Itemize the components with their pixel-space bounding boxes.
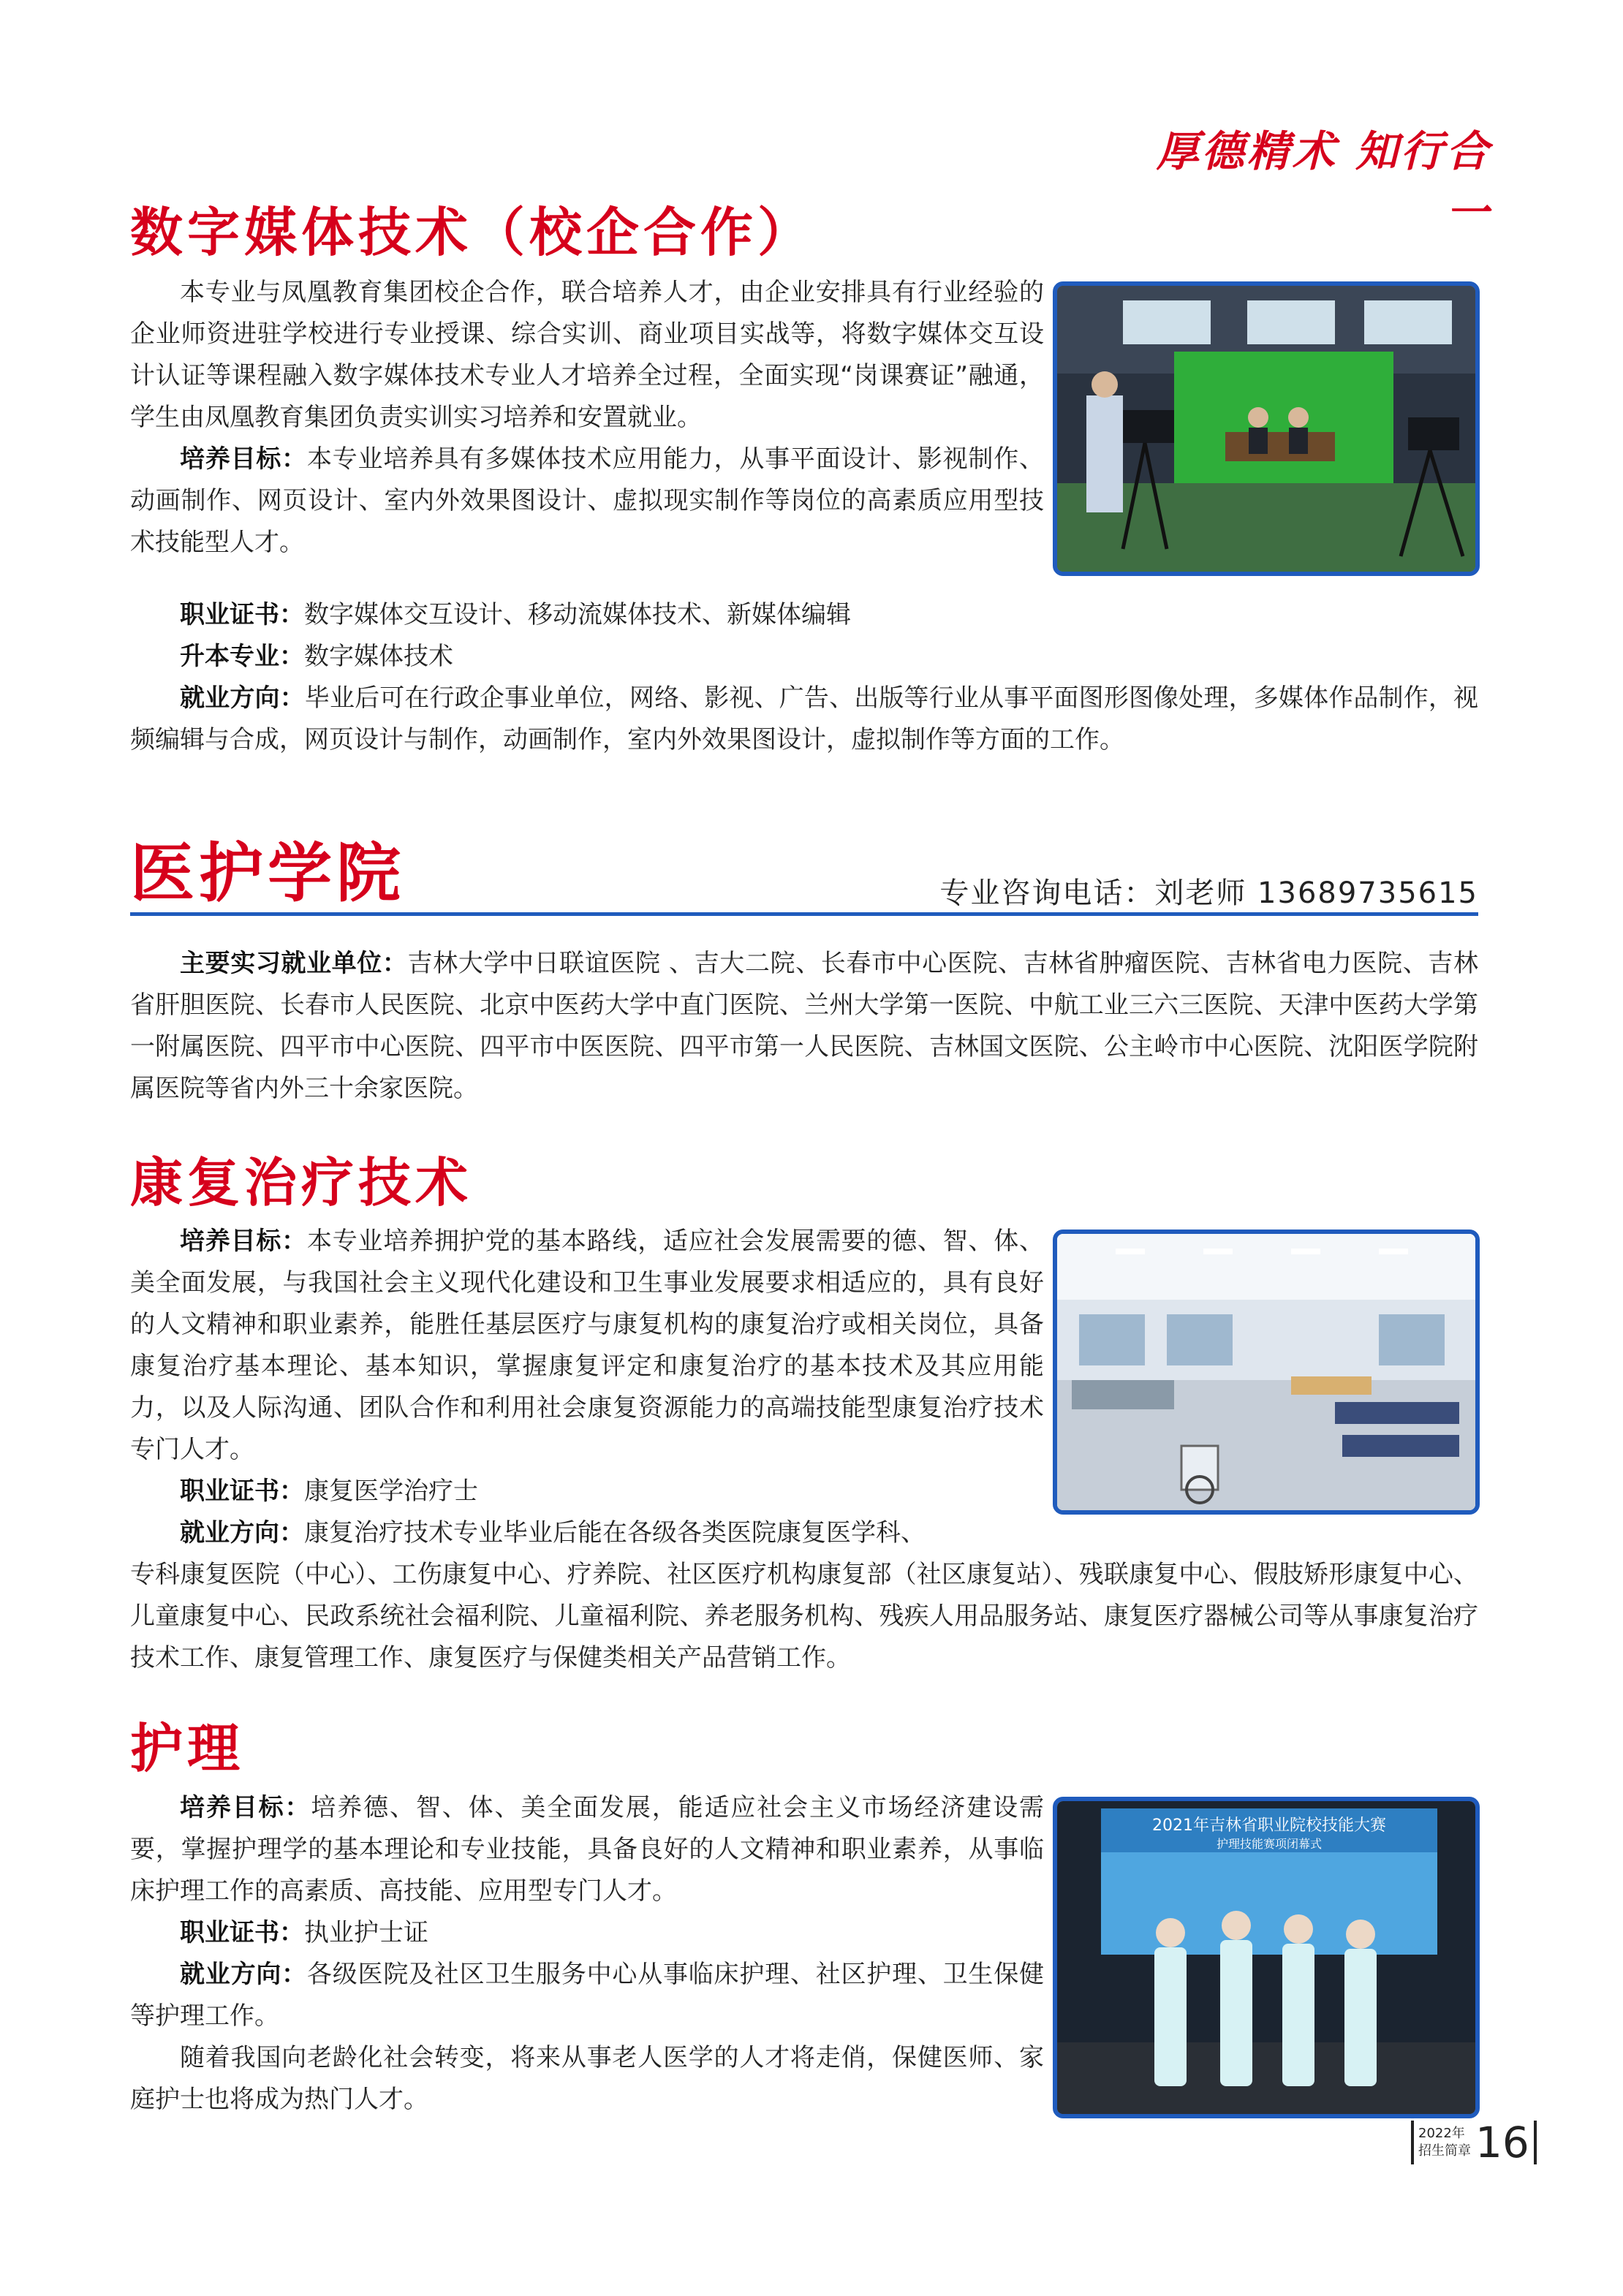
rehab-cert: [130, 1471, 1044, 1512]
digital-media-details-block: [130, 594, 1478, 761]
cert-text: 康复医学治疗士: [304, 1477, 478, 1506]
job-text: 毕业后可在行政企事业单位，网络、影视、广告、出版等行业从事平面图形图像处理，多媒体作品制作，视频编辑与合成，网页设计与制作，动画制作，室内外效果图设计，虚拟制作等方面的工作。: [130, 683, 1479, 754]
college-units-block: [130, 943, 1478, 1110]
goal-label: 培养目标：: [180, 444, 307, 474]
page-number: 16: [1475, 2118, 1529, 2167]
photo-banner-line1: 2021年吉林省职业院校技能大赛: [1152, 1816, 1386, 1835]
nursing-cert: [130, 1912, 1044, 1954]
rehab-job-continued: 专科康复医院（中心）、工伤康复中心、疗养院、社区医疗机构康复部（社区康复站）、残联康复中心、假肢矫形康复中心、儿童康复中心、民政系统社会福利院、儿童福利院、养老服务机构、残疾人用品服务站、康复医疗器械公司等从事康复治疗技术工作、康复管理工作、康复医疗与保健类相关产品营销工作。: [130, 1560, 1478, 1672]
section-title-nursing: 护理: [130, 1717, 245, 1779]
section-title-digital-media: 数字媒体技术（校企合作）: [130, 201, 815, 263]
job-text: 康复治疗技术专业毕业后能在各级各类医院康复医学科、: [304, 1518, 926, 1547]
goal-label: 培养目标：: [180, 1227, 307, 1256]
cert-label: 职业证书：: [180, 1477, 304, 1506]
upgrade-label: 升本专业：: [180, 642, 304, 671]
digital-media-upgrade: [130, 636, 1478, 678]
rehab-job-first: [130, 1512, 1044, 1554]
footer-year: 2022年: [1418, 2126, 1465, 2141]
rehab-goal: [130, 1221, 1044, 1471]
photo-banner-line2: 护理技能赛项闭幕式: [1216, 1837, 1323, 1851]
nursing-job: [130, 1954, 1044, 2037]
footer-label: [1418, 2125, 1471, 2160]
cert-label: 职业证书：: [180, 600, 304, 629]
studio-photo-image: [1057, 286, 1475, 572]
job-label: 就业方向：: [180, 1960, 307, 1989]
digital-media-intro-block: [130, 272, 1044, 564]
internship-units: [130, 943, 1478, 1110]
rehab-hall-image: [1057, 1234, 1475, 1510]
goal-label: 培养目标：: [180, 1793, 311, 1822]
upgrade-text: 数字媒体技术: [304, 642, 453, 671]
digital-media-goal: [130, 439, 1044, 564]
footer-brochure: 招生简章: [1418, 2143, 1471, 2159]
job-label: 就业方向：: [180, 683, 305, 713]
goal-text: 本专业培养具有多媒体技术应用能力，从事平面设计、影视制作、动画制作、网页设计、室内外效果图设计、虚拟现实制作等岗位的高素质应用型技术技能型人才。: [130, 444, 1045, 557]
rehab-goal-block: [130, 1221, 1044, 1554]
goal-text: 本专业培养拥护党的基本路线，适应社会发展需要的德、智、体、美全面发展，与我国社会主义现代化建设和卫生事业发展要求相适应的，具有良好的人文精神和职业素养，能胜任基层医疗与康复机构的康复治疗或相关岗位，具备康复治疗基本理论、基本知识，掌握康复评定和康复治疗的基本技术及其应用能力，以及人际沟通、团队合作和利用社会康复资源能力的高端技能型康复治疗技术专门人才。: [130, 1227, 1045, 1464]
consult-phone: 专业咨询电话：刘老师 13689735615: [939, 876, 1478, 910]
footer-bar-left: [1411, 2121, 1414, 2164]
section-title-rehab: 康复治疗技术: [130, 1151, 473, 1213]
digital-media-cert: [130, 594, 1478, 636]
nursing-goal: [130, 1787, 1044, 1912]
cert-label: 职业证书：: [180, 1918, 304, 1947]
nursing-competition-image: [1057, 1801, 1475, 2114]
nursing-block: [130, 1787, 1044, 2121]
job-text: 各级医院及社区卫生服务中心从事临床护理、社区护理、卫生保健等护理工作。: [130, 1960, 1045, 2031]
digital-media-intro: 本专业与凤凰教育集团校企合作，联合培养人才，由企业安排具有行业经验的企业师资进驻学校进行专业授课、综合实训、商业项目实战等，将数字媒体交互设计认证等课程融入数字媒体技术专业人才培养全过程，全面实现“岗课赛证”融通，学生由凤凰教育集团负责实训实习培养和安置就业。: [130, 278, 1044, 432]
rehab-hall-photo: [1053, 1230, 1480, 1515]
page-footer: [1411, 2117, 1537, 2168]
units-label: 主要实习就业单位：: [180, 949, 408, 978]
cert-text: 数字媒体交互设计、移动流媒体技术、新媒体编辑: [304, 600, 851, 629]
goal-text: 培养德、智、体、美全面发展，能适应社会主义市场经济建设需要，掌握护理学的基本理论和专业技能，具备良好的人文精神和职业素养，从事临床护理工作的高素质、高技能、应用型专门人才。: [130, 1793, 1044, 1906]
rehab-job-continued-block: [130, 1554, 1478, 1679]
units-text: 吉林大学中日联谊医院 、吉大二院、长春市中心医院、吉林省肿瘤医院、吉林省电力医院、吉林省肝胆医院、长春市人民医院、北京中医药大学中直门医院、兰州大学第一医院、中航工业三六三医院、天津中医药大学第一附属医院、四平市中心医院、四平市中医医院、四平市第一人民医院、吉林国文医院、公主岭市中心医院、沈阳医学院附属医院等省内外三十余家医院。: [130, 949, 1479, 1103]
cert-text: 执业护士证: [304, 1918, 428, 1947]
college-divider: [130, 912, 1478, 916]
school-motto: 厚德精术 知行合一: [1156, 126, 1491, 238]
college-title: 医护学院: [130, 835, 406, 911]
job-label: 就业方向：: [180, 1518, 304, 1547]
footer-bar-right: [1534, 2121, 1537, 2164]
nursing-competition-photo: [1053, 1797, 1480, 2118]
studio-photo: [1053, 281, 1480, 576]
digital-media-job: [130, 678, 1478, 761]
nursing-note: 随着我国向老龄化社会转变，将来从事老人医学的人才将走俏，保健医师、家庭护士也将成为热门人才。: [130, 2043, 1044, 2114]
